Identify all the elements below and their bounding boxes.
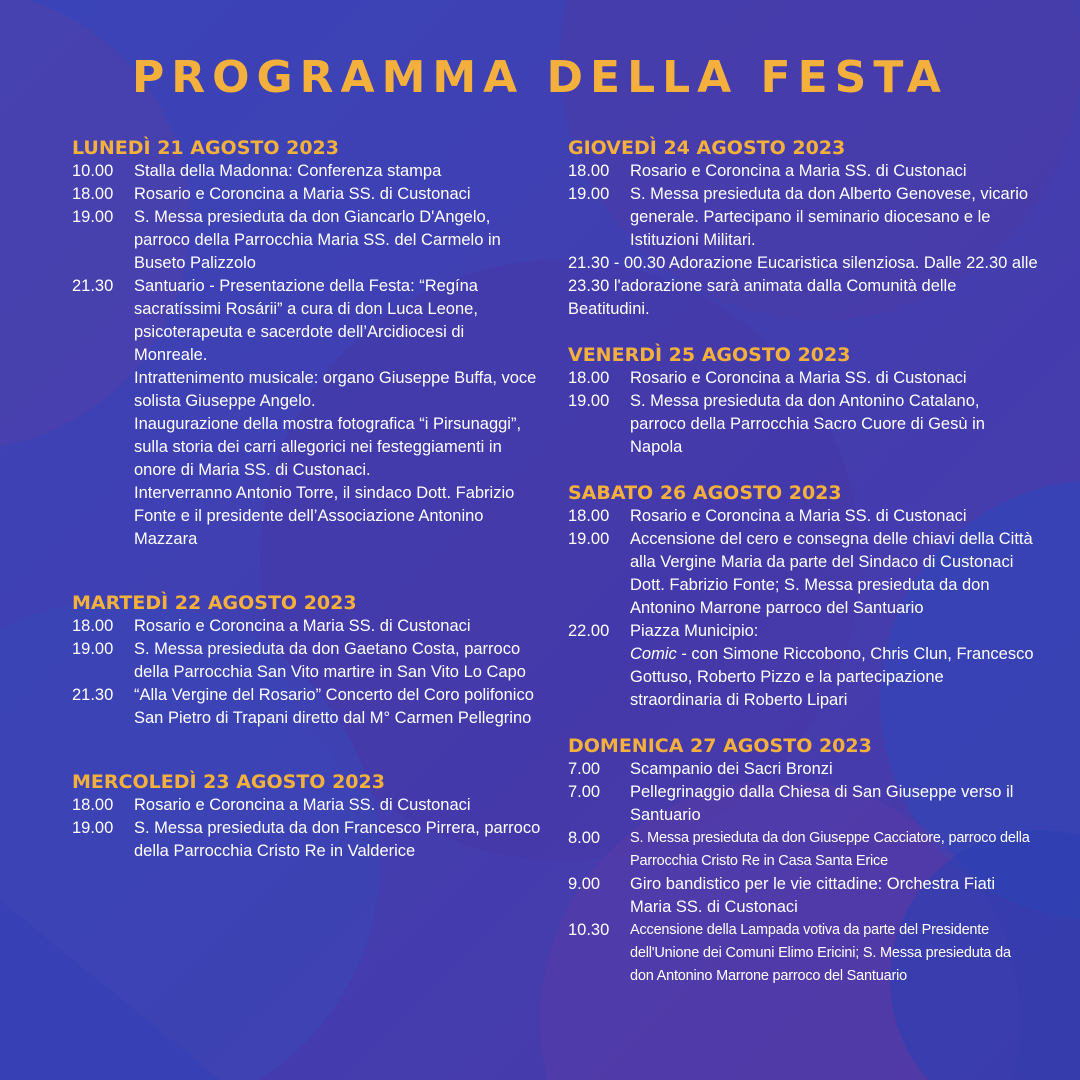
event-item (568, 528, 1038, 620)
event-item (568, 160, 1038, 183)
event-item (72, 817, 542, 863)
day-thursday (568, 136, 1038, 321)
event-time: 18.00 (72, 185, 114, 203)
event-time: 19.00 (568, 530, 610, 548)
event-text: S. Messa presieduta da don Gaetano Costa, parroco della Parrocchia San Vito martire in San Vito Lo Capo (134, 640, 526, 681)
event-time: 21.30 (72, 686, 114, 704)
day-monday (72, 136, 542, 551)
event-item (568, 505, 1038, 528)
event-item (568, 183, 1038, 252)
event-text: Pellegrinaggio dalla Chiesa di San Giuseppe verso il Santuario (630, 783, 1014, 824)
event-text: Santuario - Presentazione della Festa: “Regína sacratíssimi Rosárii” a cura di don Luca Leone, psicoterapeuta e sacerdote dell’Arcidiocesi di Monreale. (134, 277, 478, 364)
event-location: Piazza Municipio: (630, 622, 759, 640)
event-text: S. Messa presieduta da don Antonino Catalano, parroco della Parrocchia Sacro Cuore di Gesù in Napola (630, 392, 985, 456)
event-time: 21.30 (72, 277, 114, 295)
event-text (630, 620, 1038, 712)
event-note: Intrattenimento musicale: organo Giuseppe Buffa, voce solista Giuseppe Angelo. (134, 369, 537, 410)
event-text: Rosario e Coroncina a Maria SS. di Custonaci (134, 617, 471, 635)
event-text: Accensione del cero e consegna delle chiavi della Città alla Vergine Maria da parte del Sindaco di Custonaci Dott. Fabrizio Fonte; S. Messa presieduta da don Antonino Marrone parroco del Santuario (630, 530, 1033, 617)
event-item (72, 160, 542, 183)
event-time: 19.00 (72, 640, 114, 658)
event-time: 19.00 (568, 185, 610, 203)
event-text: 21.30 - 00.30 Adorazione Eucaristica silenziosa. Dalle 22.30 alle 23.30 l'adorazione sarà animata dalla Comunità delle Beatitudini. (568, 254, 1038, 318)
day-sunday (568, 734, 1038, 988)
event-item (72, 275, 542, 367)
day-title: GIOVEDÌ 24 AGOSTO 2023 (568, 137, 846, 159)
event-text: Rosario e Coroncina a Maria SS. di Custonaci (630, 369, 967, 387)
event-text: Rosario e Coroncina a Maria SS. di Custonaci (134, 796, 471, 814)
day-title: SABATO 26 AGOSTO 2023 (568, 482, 842, 504)
event-item (72, 794, 542, 817)
day-tuesday (72, 591, 542, 730)
event-time: 18.00 (72, 796, 114, 814)
event-text: S. Messa presieduta da don Francesco Pirrera, parroco della Parrocchia Cristo Re in Valderice (134, 819, 541, 860)
event-text: “Alla Vergine del Rosario” Concerto del Coro polifonico San Pietro di Trapani diretto dal M° Carmen Pellegrino (134, 686, 534, 727)
event-item (568, 827, 1038, 873)
event-time: 7.00 (568, 760, 601, 778)
event-item (568, 781, 1038, 827)
event-text: S. Messa presieduta da don Giancarlo D'Angelo, parroco della Parrocchia Maria SS. del Carmelo in Buseto Palizzolo (134, 208, 501, 272)
event-time: 18.00 (72, 617, 114, 635)
event-text: Giro bandistico per le vie cittadine: Orchestra Fiati Maria SS. di Custonaci (630, 875, 995, 916)
event-item (568, 390, 1038, 459)
event-time: 10.00 (72, 162, 114, 180)
event-time: 9.00 (568, 875, 601, 893)
event-item (568, 758, 1038, 781)
event-item (72, 684, 542, 730)
day-title: MARTEDÌ 22 AGOSTO 2023 (72, 592, 357, 614)
event-text: Stalla della Madonna: Conferenza stampa (134, 162, 442, 180)
event-performers: - con Simone Riccobono, Chris Clun, Francesco Gottuso, Roberto Pizzo e la partecipazione straordinaria di Roberto Lipari (630, 645, 1034, 709)
event-text: Rosario e Coroncina a Maria SS. di Custonaci (630, 507, 967, 525)
event-time: 19.00 (568, 392, 610, 410)
event-item (568, 873, 1038, 919)
event-item (568, 919, 1038, 988)
event-item (72, 183, 542, 206)
day-saturday (568, 481, 1038, 712)
event-item (72, 638, 542, 684)
event-text: Accensione della Lampada votiva da parte del Presidente dell'Unione dei Comuni Elimo Ericini; S. Messa presieduta da don Antonino Marrone parroco del Santuario (630, 922, 1011, 984)
event-show-title: Comic (630, 645, 677, 663)
page-title: PROGRAMMA DELLA FESTA (131, 52, 948, 103)
day-title: LUNEDÌ 21 AGOSTO 2023 (72, 137, 339, 159)
event-text: S. Messa presieduta da don Alberto Genovese, vicario generale. Partecipano il seminario diocesano e le Istituzioni Militari. (630, 185, 1029, 249)
day-friday (568, 343, 1038, 459)
event-time: 19.00 (72, 208, 114, 226)
day-title: MERCOLEDÌ 23 AGOSTO 2023 (72, 771, 385, 793)
event-time: 10.30 (568, 921, 610, 939)
event-note: Interverranno Antonio Torre, il sindaco Dott. Fabrizio Fonte e il presidente dell’Associazione Antonino Mazzara (134, 484, 515, 548)
event-time: 18.00 (568, 507, 610, 525)
event-text: Rosario e Coroncina a Maria SS. di Custonaci (630, 162, 967, 180)
left-column (72, 136, 542, 885)
event-time: 18.00 (568, 369, 610, 387)
event-item (72, 615, 542, 638)
event-time: 19.00 (72, 819, 114, 837)
event-text: Rosario e Coroncina a Maria SS. di Custonaci (134, 185, 471, 203)
event-item (568, 367, 1038, 390)
event-item (72, 206, 542, 275)
event-time: 8.00 (568, 829, 601, 847)
event-item (568, 620, 1038, 712)
day-title: VENERDÌ 25 AGOSTO 2023 (568, 344, 851, 366)
event-note: Inaugurazione della mostra fotografica “i Pirsunaggi”, sulla storia dei carri allegorici nei festeggiamenti in onore di Maria SS. di Custonaci. (134, 415, 522, 479)
event-text: S. Messa presieduta da don Giuseppe Cacciatore, parroco della Parrocchia Cristo Re in Casa Santa Erice (630, 830, 1030, 869)
event-time: 22.00 (568, 622, 610, 640)
day-wednesday (72, 770, 542, 863)
day-title: DOMENICA 27 AGOSTO 2023 (568, 735, 872, 757)
event-time: 18.00 (568, 162, 610, 180)
right-column (568, 136, 1038, 1010)
event-time: 7.00 (568, 783, 601, 801)
event-text: Scampanio dei Sacri Bronzi (630, 760, 833, 778)
